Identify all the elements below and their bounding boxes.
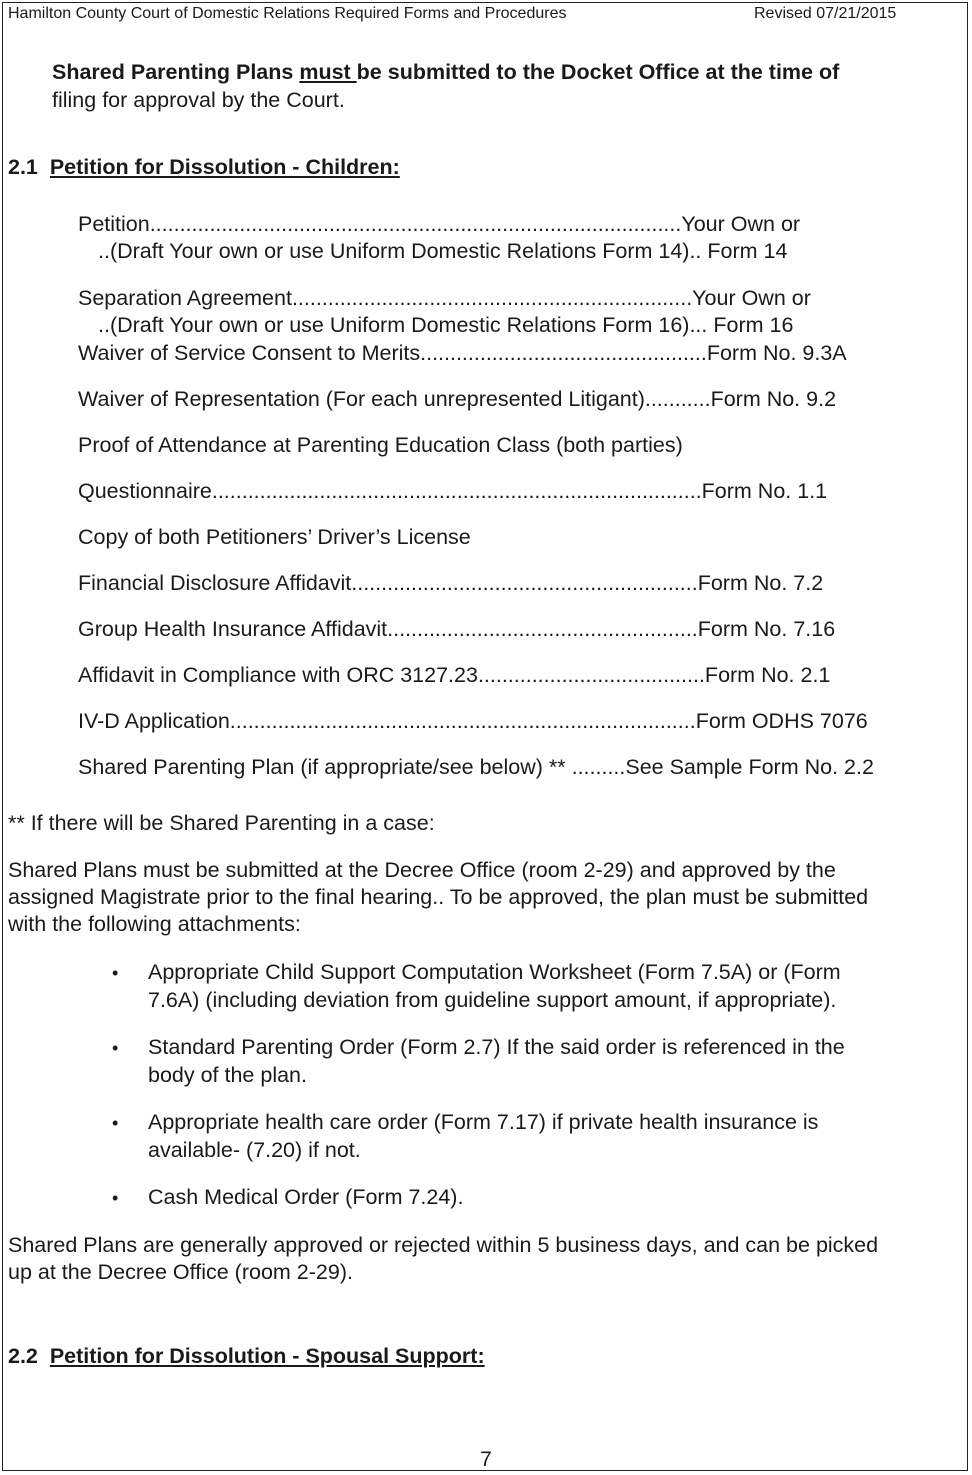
form-line-financial-disclosure: Financial Disclosure Affidavit..........................................................Form No. 7.2 xyxy=(78,571,824,595)
section-2-2-number: 2.2 xyxy=(8,1344,38,1368)
section-2-1-number: 2.1 xyxy=(8,155,38,179)
intro-bold-a: Shared Parenting Plans xyxy=(52,60,300,84)
bullet-4-line-1: Cash Medical Order (Form 7.24). xyxy=(148,1185,464,1209)
header-title: Hamilton County Court of Domestic Relations Required Forms and Procedures xyxy=(8,5,567,22)
form-line-petition: Petition.........................................................................................Your Own or xyxy=(78,212,801,236)
intro-line-2: filing for approval by the Court. xyxy=(52,88,345,112)
bullet-icon: • xyxy=(112,1188,119,1208)
intro-bold-b: be submitted to the Docket Office at the time of xyxy=(356,60,840,84)
section-2-2-heading xyxy=(8,1343,485,1369)
page-number: 7 xyxy=(480,1448,492,1471)
form-line-waiver-service: Waiver of Service Consent to Merits................................................Form No. 9.3A xyxy=(78,341,847,365)
bullet-icon: • xyxy=(112,1038,119,1058)
bullet-1-line-1: Appropriate Child Support Computation Worksheet (Form 7.5A) or (Form xyxy=(148,960,841,984)
form-line-iv-d: IV-D Application..............................................................................Form ODHS 7076 xyxy=(78,709,868,733)
section-2-1-heading xyxy=(8,154,400,180)
bullet-icon: • xyxy=(112,963,119,983)
shared-paragraph-line-2: assigned Magistrate prior to the final hearing.. To be approved, the plan must be submitted xyxy=(8,885,869,909)
intro-must: must xyxy=(299,60,357,84)
approval-paragraph-line-1: Shared Plans are generally approved or rejected within 5 business days, and can be picked xyxy=(8,1233,879,1257)
section-2-1-title: Petition for Dissolution - Children: xyxy=(49,155,400,179)
form-line-questionnaire: Questionnaire..................................................................................Form No. 1.1 xyxy=(78,479,828,503)
form-line-affidavit-orc: Affidavit in Compliance with ORC 3127.23......................................Form No. 2.1 xyxy=(78,663,831,687)
approval-paragraph-line-2: up at the Decree Office (room 2-29). xyxy=(8,1260,353,1284)
bullet-2-line-1: Standard Parenting Order (Form 2.7) If the said order is referenced in the xyxy=(148,1035,845,1059)
form-line-waiver-representation: Waiver of Representation (For each unrepresented Litigant)...........Form No. 9.2 xyxy=(78,387,837,411)
form-line-drivers-license: Copy of both Petitioners’ Driver’s License xyxy=(78,525,471,549)
form-line-proof-attendance: Proof of Attendance at Parenting Education Class (both parties) xyxy=(78,433,683,457)
form-line-shared-parenting-plan: Shared Parenting Plan (if appropriate/see below) ** .........See Sample Form No. 2.2 xyxy=(78,755,874,779)
form-line-group-health: Group Health Insurance Affidavit....................................................Form No. 7.16 xyxy=(78,617,836,641)
shared-paragraph-line-1: Shared Plans must be submitted at the Decree Office (room 2-29) and approved by the xyxy=(8,858,836,882)
form-line-separation-draft: ..(Draft Your own or use Uniform Domestic Relations Form 16)... Form 16 xyxy=(98,313,794,337)
form-line-separation: Separation Agreement...................................................................Your Own or xyxy=(78,286,811,310)
bullet-2-line-2: body of the plan. xyxy=(148,1063,307,1087)
bullet-3-line-2: available- (7.20) if not. xyxy=(148,1138,361,1162)
intro-line-1 xyxy=(52,59,839,85)
section-2-2-title: Petition for Dissolution - Spousal Support: xyxy=(49,1344,485,1368)
shared-paragraph-line-3: with the following attachments: xyxy=(8,912,301,936)
bullet-icon: • xyxy=(112,1113,119,1133)
bullet-3-line-1: Appropriate health care order (Form 7.17) if private health insurance is xyxy=(148,1110,819,1134)
bullet-1-line-2: 7.6A) (including deviation from guideline support amount, if appropriate). xyxy=(148,988,837,1012)
shared-parenting-note: ** If there will be Shared Parenting in a case: xyxy=(8,811,435,835)
form-line-petition-draft: ..(Draft Your own or use Uniform Domestic Relations Form 14).. Form 14 xyxy=(98,239,788,263)
header-revised-date: Revised 07/21/2015 xyxy=(754,5,897,22)
